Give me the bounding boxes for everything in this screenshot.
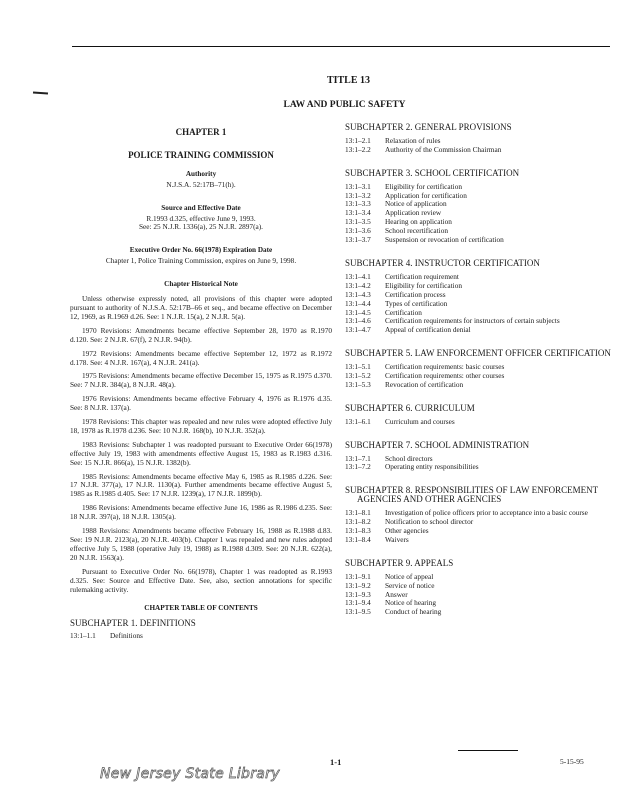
section-number: 13:1–3.2 <box>345 190 371 200</box>
section-number: 13:1–7.1 <box>345 453 371 463</box>
history-paragraph: 1970 Revisions: Amendments became effective September 28, 1970 as R.1970 d.120. See: 2 N.J.R. 67(f), 2 N.J.R. 94(b). <box>70 325 332 344</box>
section-title: Other agencies <box>385 526 429 535</box>
section-title: Certification requirements for instructors of certain subjects <box>385 316 560 326</box>
subchapter-heading-text: SUBCHAPTER 9. APPEALS <box>345 557 454 568</box>
section-title: Notice of application <box>385 199 447 209</box>
history-paragraph: 1972 Revisions: Amendments became effective September 12, 1972 as R.1972 d.178. See: 4 N.J.R. 167(a), 4 N.J.R. 241(a). <box>70 348 332 367</box>
section-number: 13:1–5.3 <box>345 379 371 389</box>
subchapter-heading <box>345 169 615 178</box>
section-number: 13:1–3.7 <box>345 235 371 245</box>
section-title: Notice of hearing <box>385 598 437 608</box>
section-number: 13:1–3.4 <box>345 208 371 218</box>
section-title: Answer <box>385 589 408 599</box>
page-title: TITLE 13 <box>326 75 371 86</box>
history-paragraph: Pursuant to Executive Order No. 66(1978), Chapter 1 was readopted as R.1993 d.325. See: Source and Effective Date. See, also, section annotations for specific rulemaking activity. <box>70 566 332 594</box>
section-number: 13:1–3.3 <box>345 199 371 209</box>
subchapter-1-heading: SUBCHAPTER 1. DEFINITIONS <box>70 618 196 629</box>
section-number: 13:1–4.2 <box>345 280 371 290</box>
section-number: 13:1–7.2 <box>345 462 371 472</box>
subchapter-heading-text: SUBCHAPTER 7. SCHOOL ADMINISTRATION <box>345 439 530 450</box>
section-title: Conduct of hearing <box>385 607 442 617</box>
subchapter-heading-text: SUBCHAPTER 5. LAW ENFORCEMENT OFFICER CERTIFICATION <box>345 348 611 359</box>
section-number: 13:1–9.5 <box>345 607 371 617</box>
section-number: 13:1–5.1 <box>345 362 371 372</box>
history-heading: Chapter Historical Note <box>164 280 238 289</box>
section-number: 13:1–4.4 <box>345 298 371 308</box>
section-number: 13:1–2.1 <box>345 135 371 145</box>
subchapter-heading <box>345 259 615 268</box>
section-title: School recertification <box>385 226 449 236</box>
chapter-heading: CHAPTER 1 <box>175 127 227 137</box>
source-line-1: R.1993 d.325, effective June 9, 1993. <box>146 213 256 223</box>
page-subtitle: LAW AND PUBLIC SAFETY <box>283 100 406 110</box>
toc-entry <box>345 536 615 545</box>
margin-mark <box>33 91 48 94</box>
section-number: 13:1–3.6 <box>345 226 371 236</box>
section-title: Notification to school director <box>385 517 474 527</box>
authority-heading: Authority <box>185 169 217 178</box>
commission-heading: POLICE TRAINING COMMISSION <box>128 149 274 160</box>
section-number: 13:1–4.1 <box>345 271 371 281</box>
section-title: Certification process <box>385 289 446 299</box>
subchapter-heading-text: SUBCHAPTER 2. GENERAL PROVISIONS <box>345 122 512 132</box>
section-title: Certification requirements: basic courses <box>385 362 505 372</box>
subchapter-heading <box>345 123 615 132</box>
right-column <box>345 123 615 617</box>
history-paragraph: 1988 Revisions: Amendments became effective February 16, 1988 as R.1988 d.83. See: 19 N.J.R. 2123(a), 20 N.J.R. 403(b). Chapter 1 was repealed and new rules adopted effective July 5, 1988 (operative July 19, 1988) as R.1988 d.309. See: 20 N.J.R. 622(a), 20 N.J.R. 1563(a). <box>70 526 332 562</box>
toc-entry <box>345 236 615 245</box>
section-number: 13:1–4.7 <box>345 325 371 335</box>
toc-entry <box>70 632 332 641</box>
top-rule <box>72 46 610 47</box>
section-number: 13:1–8.4 <box>345 534 371 544</box>
subchapter-heading-text: SUBCHAPTER 3. SCHOOL CERTIFICATION <box>345 167 520 178</box>
subchapter-heading-text: SUBCHAPTER 6. CURRICULUM <box>345 402 475 413</box>
section-title: Definitions <box>110 631 143 641</box>
section-number: 13:1–3.1 <box>345 181 371 191</box>
subchapter-heading <box>345 441 615 450</box>
footer-rule <box>458 750 518 751</box>
section-title: Notice of appeal <box>385 571 434 581</box>
section-number: 13:1–6.1 <box>345 416 371 426</box>
section-number: 13:1–3.5 <box>345 217 371 227</box>
section-number: 13:1–8.2 <box>345 517 371 527</box>
section-title: Suspension or revocation of certification <box>385 235 504 245</box>
toc-heading: CHAPTER TABLE OF CONTENTS <box>144 604 258 613</box>
history-paragraph: 1978 Revisions: This chapter was repealed and new rules were adopted effective July 18, 1978 as R.1978 d.236. See: 10 N.J.R. 168(b), 10 N.J.R. 352(a). <box>70 417 332 435</box>
section-title: Investigation of police officers prior to acceptance into a basic course <box>385 508 588 518</box>
section-number: 13:1–4.3 <box>345 289 371 299</box>
section-title: Appeal of certification denial <box>385 325 471 335</box>
subchapter-heading-text: SUBCHAPTER 8. RESPONSIBILITIES OF LAW ENFORCEMENT AGENCIES AND OTHER AGENCIES <box>345 485 598 505</box>
source-heading: Source and Effective Date <box>161 203 241 212</box>
subchapter-heading <box>345 404 615 413</box>
section-title: Eligibility for certification <box>385 280 462 290</box>
section-title: Application review <box>385 208 442 218</box>
left-column <box>70 124 332 641</box>
section-number: 13:1–9.3 <box>345 589 371 599</box>
section-title: Application for certification <box>385 190 467 200</box>
section-title: Curriculum and courses <box>385 416 455 426</box>
section-title: Types of certification <box>385 298 448 308</box>
section-title: Authority of the Commission Chairman <box>385 144 502 154</box>
authority-text: N.J.S.A. 52:17B–71(h). <box>166 179 236 189</box>
section-number: 13:1–8.1 <box>345 508 371 518</box>
history-paragraph: 1986 Revisions: Amendments became effective June 16, 1986 as R.1986 d.235. See: 18 N.J.R. 397(a), 18 N.J.R. 1305(a). <box>70 503 332 522</box>
exec-order-text: Chapter 1, Police Training Commission, expires on June 9, 1998. <box>105 256 297 266</box>
toc-entry <box>345 146 615 155</box>
exec-order-heading: Executive Order No. 66(1978) Expiration Date <box>129 246 273 255</box>
section-number: 13:1–4.6 <box>345 316 371 326</box>
section-number: 13:1–2.2 <box>345 144 371 154</box>
source-line-2: See: 25 N.J.R. 1336(a), 25 N.J.R. 2897(a). <box>138 222 264 232</box>
section-number: 13:1–4.5 <box>345 307 371 317</box>
toc-entry <box>345 418 615 427</box>
section-title: Relaxation of rules <box>385 135 441 145</box>
subchapter-heading <box>345 559 615 568</box>
revision-date: 5-15-95 <box>560 757 584 766</box>
section-title: Certification requirement <box>385 271 459 281</box>
history-paragraph: Unless otherwise expressly noted, all provisions of this chapter were adopted pursuant to authority of N.J.S.A. 52:17B–66 et seq., and became effective on December 12, 1969, as R.1969 d.26. See: 1 N.J.R. 15(a), 2 N.J.R. 5(a). <box>70 294 332 321</box>
toc-entry <box>345 463 615 472</box>
toc-entry <box>345 608 615 617</box>
toc-entry <box>345 326 615 335</box>
section-number: 13:1–9.1 <box>345 571 371 581</box>
section-title: School directors <box>385 453 433 463</box>
section-number: 13:1–9.2 <box>345 580 371 590</box>
section-number: 13:1–1.1 <box>70 631 96 641</box>
section-number: 13:1–5.2 <box>345 371 371 381</box>
section-title: Operating entity responsibilities <box>385 462 479 472</box>
section-number: 13:1–8.3 <box>345 526 371 535</box>
toc-entry <box>345 381 615 390</box>
section-title: Certification requirements: other courses <box>385 371 505 381</box>
section-title: Revocation of certification <box>385 379 464 389</box>
section-number: 13:1–9.4 <box>345 598 371 608</box>
history-paragraph: 1983 Revisions: Subchapter 1 was readopted pursuant to Executive Order 66(1978) effective July 19, 1983 with amendments effective August 15, 1983 as R.1983 d.316. See: 15 N.J.R. 866(a), 15 N.J.R. 1382(b). <box>70 439 332 467</box>
section-title: Certification <box>385 307 422 317</box>
history-paragraph: 1985 Revisions: Amendments became effective May 6, 1985 as R.1985 d.226. See: 17 N.J.R. 377(a), 17 N.J.R. 1130(a). Further amendments became effective August 5, 1985 as R.1985 d.405. See: 17 N.J.R. 1239(a), 17 N.J.R. 1899(b). <box>70 471 332 499</box>
section-title: Hearing on application <box>385 217 452 227</box>
history-paragraph: 1976 Revisions: Amendments became effective February 4, 1976 as R.1976 d.35. See: 8 N.J.R. 137(a). <box>70 394 332 413</box>
section-title: Service of notice <box>385 580 435 590</box>
library-stamp: New Jersey State Library <box>100 766 280 782</box>
subchapter-heading-text: SUBCHAPTER 4. INSTRUCTOR CERTIFICATION <box>345 257 540 268</box>
subchapter-heading <box>345 349 615 358</box>
section-title: Waivers <box>385 534 409 544</box>
history-paragraph: 1975 Revisions: Amendments became effective December 15, 1975 as R.1975 d.370. See: 7 N.J.R. 384(a), 8 N.J.R. 48(a). <box>70 371 332 390</box>
subchapter-heading <box>345 486 615 504</box>
page-number: 1-1 <box>330 757 342 767</box>
history-notes <box>70 295 332 594</box>
section-title: Eligibility for certification <box>385 181 462 191</box>
